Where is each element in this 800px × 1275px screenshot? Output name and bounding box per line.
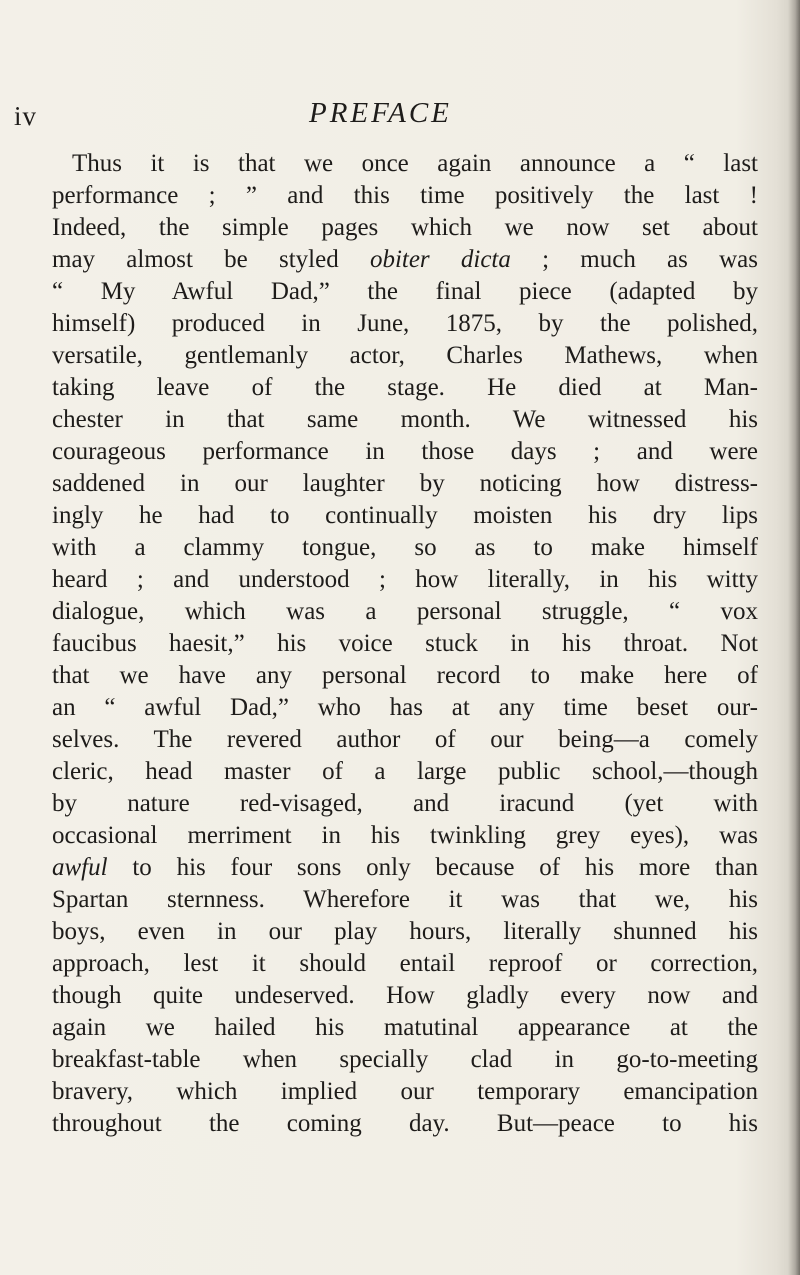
text-line bbox=[52, 244, 758, 276]
running-head: PREFACE bbox=[309, 97, 452, 129]
body-paragraph bbox=[52, 148, 758, 1140]
text-line: courageous performance in those days ; and were bbox=[52, 438, 758, 465]
text-line: selves. The revered author of our being—a comely bbox=[52, 726, 758, 753]
text-line: heard ; and understood ; how literally, in his witty bbox=[52, 566, 758, 593]
text-line: cleric, head master of a large public school,—though bbox=[52, 758, 758, 785]
text-line: that we have any personal record to make here of bbox=[52, 662, 758, 689]
text-line: again we hailed his matutinal appearance at the bbox=[52, 1014, 758, 1041]
text-line: “ My Awful Dad,” the final piece (adapted by bbox=[52, 278, 758, 305]
italic-phrase: obiter dicta bbox=[369, 246, 511, 273]
text-line: Thus it is that we once again announce a “ last bbox=[72, 150, 758, 177]
text-line: though quite undeserved. How gladly every now and bbox=[52, 982, 758, 1009]
page-edge-shadow bbox=[788, 0, 800, 1275]
text-line: taking leave of the stage. He died at Man- bbox=[52, 374, 758, 401]
page-number: iv bbox=[14, 101, 38, 131]
text-run: to his four sons only because of his more than bbox=[107, 854, 758, 881]
text-line: saddened in our laughter by noticing how distress- bbox=[52, 470, 758, 497]
text-line: an “ awful Dad,” who has at any time beset our- bbox=[52, 694, 758, 721]
text-line: with a clammy tongue, so as to make himself bbox=[52, 534, 758, 561]
text-line: performance ; ” and this time positively the last ! bbox=[52, 182, 758, 209]
text-line: by nature red-visaged, and iracund (yet with bbox=[52, 790, 758, 817]
text-line: Indeed, the simple pages which we now set about bbox=[52, 214, 758, 241]
text-line: ingly he had to continually moisten his dry lips bbox=[52, 502, 758, 529]
italic-phrase: awful bbox=[52, 854, 108, 881]
text-line: breakfast-table when specially clad in go-to-meeting bbox=[52, 1046, 758, 1073]
text-line: Spartan sternness. Wherefore it was that we, his bbox=[52, 886, 758, 913]
text-line: throughout the coming day. But—peace to his bbox=[52, 1110, 758, 1137]
text-line: chester in that same month. We witnessed his bbox=[52, 406, 758, 433]
text-line: occasional merriment in his twinkling grey eyes), was bbox=[52, 822, 758, 849]
text-line: bravery, which implied our temporary emancipation bbox=[52, 1078, 758, 1105]
text-line: dialogue, which was a personal struggle, “ vox bbox=[52, 598, 758, 625]
text-line: himself) produced in June, 1875, by the polished, bbox=[52, 310, 758, 337]
text-line: boys, even in our play hours, literally shunned his bbox=[52, 918, 758, 945]
text-line: versatile, gentlemanly actor, Charles Mathews, when bbox=[52, 342, 758, 369]
text-line bbox=[52, 852, 758, 884]
text-line: approach, lest it should entail reproof or correction, bbox=[52, 950, 758, 977]
text-run: ; much as was bbox=[510, 246, 758, 273]
text-line: faucibus haesit,” his voice stuck in his throat. Not bbox=[52, 630, 758, 657]
text-run: may almost be styled bbox=[52, 246, 370, 273]
